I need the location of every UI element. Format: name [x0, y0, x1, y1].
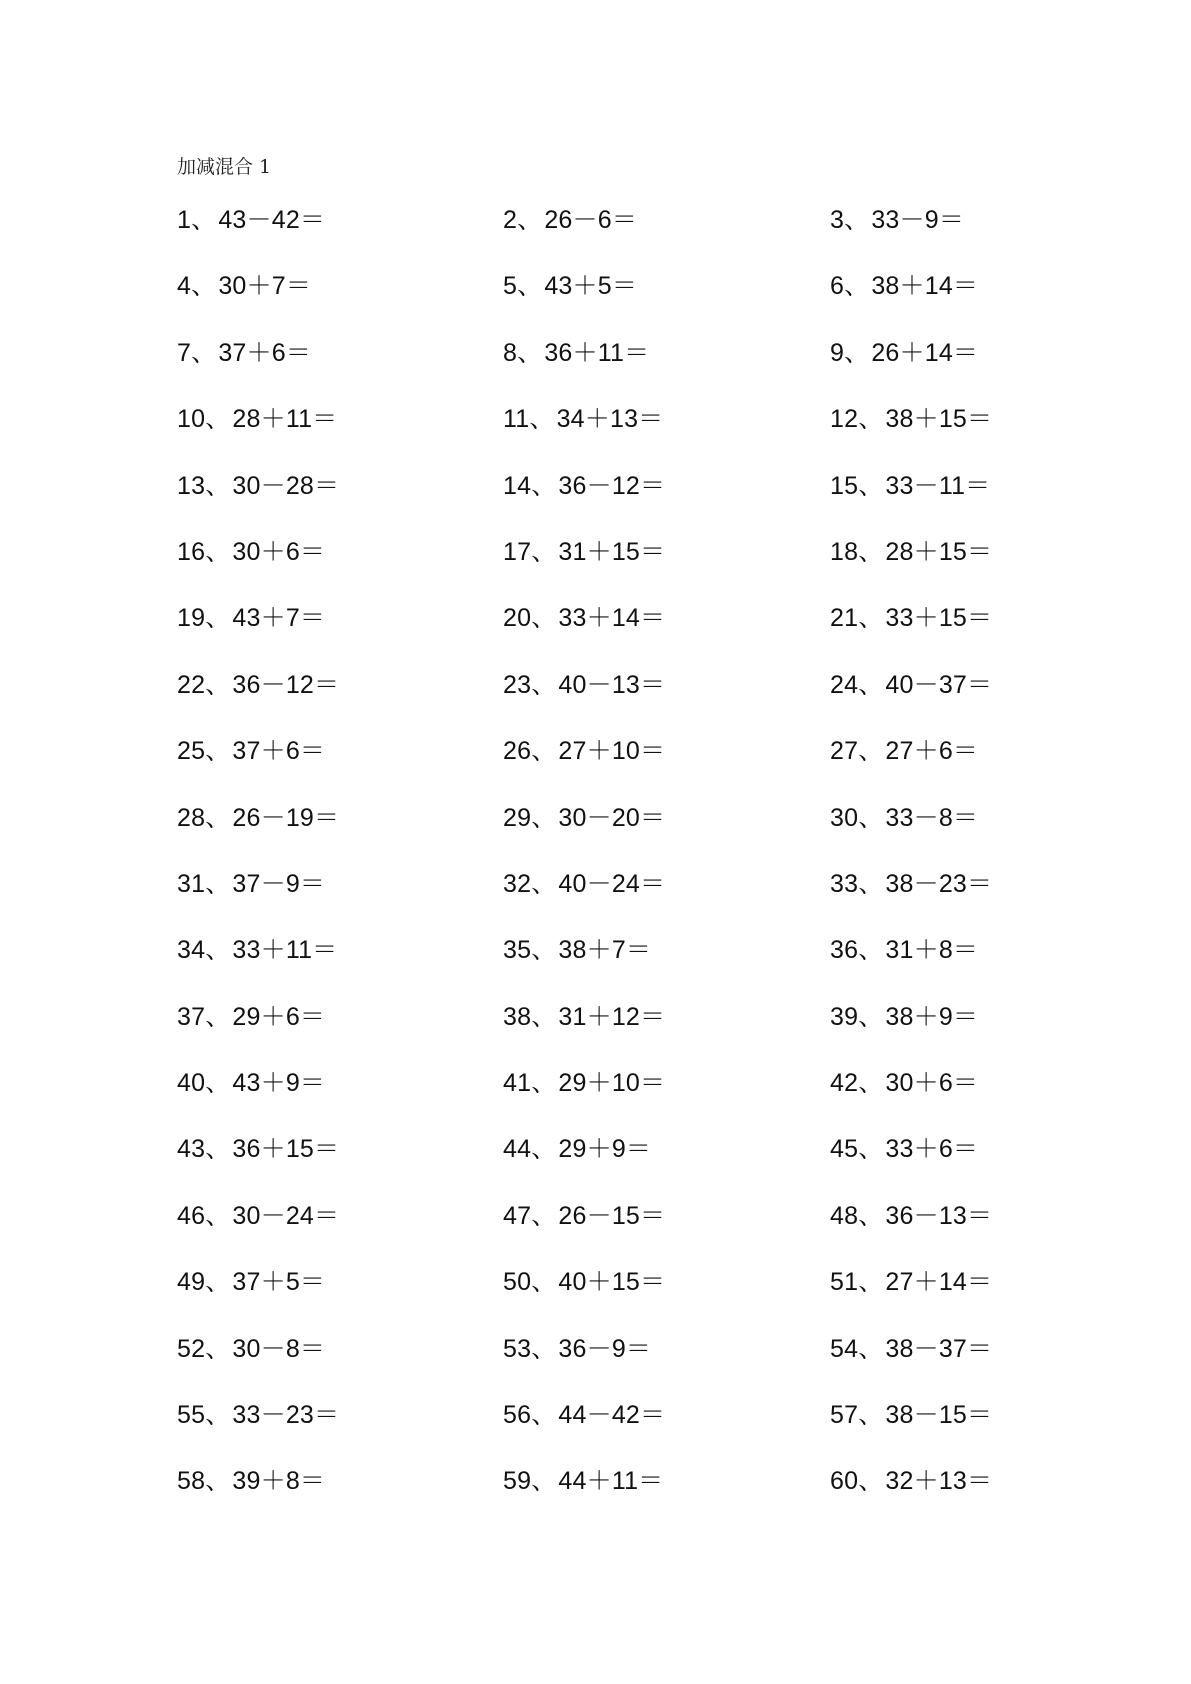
problem-separator: 、	[191, 206, 217, 234]
math-problem-5	[503, 270, 830, 336]
problem-expression: 37－9＝	[232, 869, 326, 898]
problem-separator: 、	[531, 936, 557, 965]
problem-separator: 、	[858, 1268, 884, 1297]
math-problem-25	[177, 735, 503, 801]
problem-expression: 29＋10＝	[558, 1069, 666, 1098]
problem-expression: 26＋14＝	[871, 338, 979, 367]
math-problem-36	[830, 934, 1156, 1000]
math-problem-7	[177, 337, 503, 403]
problem-separator: 、	[531, 1002, 557, 1031]
problem-number: 46	[177, 1201, 206, 1230]
problem-grid	[177, 204, 1177, 1532]
problem-expression: 33＋6＝	[885, 1135, 979, 1164]
problem-expression: 37＋5＝	[232, 1268, 326, 1297]
problem-separator: 、	[858, 405, 884, 434]
problem-number: 44	[503, 1135, 532, 1164]
math-problem-1	[177, 204, 503, 270]
problem-number: 51	[830, 1268, 859, 1297]
problem-separator: 、	[858, 1401, 884, 1430]
problem-separator: 、	[858, 1135, 884, 1164]
problem-number: 33	[830, 869, 859, 898]
problem-expression: 36－13＝	[885, 1201, 993, 1230]
problem-number: 52	[177, 1334, 206, 1363]
math-problem-10	[177, 403, 503, 469]
problem-number: 11	[503, 405, 530, 434]
problem-separator: 、	[531, 1201, 557, 1230]
problem-expression: 30＋7＝	[218, 272, 312, 301]
worksheet-title: 加减混合 1	[177, 156, 272, 178]
math-problem-57	[830, 1399, 1156, 1465]
problem-separator: 、	[531, 1467, 557, 1496]
math-problem-46	[177, 1200, 503, 1266]
math-problem-6	[830, 270, 1156, 336]
problem-number: 5	[503, 272, 518, 301]
problem-expression: 27＋14＝	[885, 1268, 993, 1297]
problem-separator: 、	[844, 272, 870, 301]
problem-separator: 、	[517, 272, 543, 301]
math-problem-30	[830, 802, 1156, 868]
math-problem-34	[177, 934, 503, 1000]
problem-number: 23	[503, 670, 532, 699]
problem-number: 38	[503, 1002, 532, 1031]
problem-separator: 、	[844, 338, 870, 367]
problem-expression: 30＋6＝	[232, 537, 326, 566]
problem-expression: 33－11＝	[885, 471, 991, 500]
problem-number: 60	[830, 1467, 859, 1496]
math-problem-27	[830, 735, 1156, 801]
problem-expression: 38－37＝	[885, 1334, 993, 1363]
problem-number: 32	[503, 869, 532, 898]
problem-expression: 44－42＝	[558, 1401, 666, 1430]
problem-number: 21	[830, 604, 859, 633]
problem-number: 22	[177, 670, 206, 699]
problem-separator: 、	[531, 604, 557, 633]
problem-separator: 、	[205, 1334, 231, 1363]
problem-number: 28	[177, 803, 206, 832]
problem-number: 57	[830, 1401, 859, 1430]
math-problem-44	[503, 1133, 830, 1199]
math-problem-43	[177, 1133, 503, 1199]
problem-separator: 、	[531, 1401, 557, 1430]
problem-number: 54	[830, 1334, 859, 1363]
problem-separator: 、	[205, 936, 231, 965]
problem-separator: 、	[531, 737, 557, 766]
problem-expression: 27＋6＝	[885, 737, 979, 766]
problem-expression: 30－8＝	[232, 1334, 326, 1363]
math-problem-33	[830, 868, 1156, 934]
problem-number: 41	[503, 1069, 532, 1098]
problem-expression: 38＋14＝	[871, 272, 979, 301]
problem-expression: 40－13＝	[558, 670, 666, 699]
problem-number: 59	[503, 1467, 532, 1496]
problem-expression: 32＋13＝	[885, 1467, 993, 1496]
problem-number: 31	[177, 869, 206, 898]
problem-number: 42	[830, 1069, 859, 1098]
problem-expression: 26－6＝	[544, 206, 638, 234]
math-problem-20	[503, 602, 830, 668]
problem-number: 29	[503, 803, 532, 832]
problem-number: 7	[177, 338, 192, 367]
problem-number: 43	[177, 1135, 206, 1164]
problem-number: 35	[503, 936, 532, 965]
math-problem-24	[830, 669, 1156, 735]
problem-number: 18	[830, 537, 859, 566]
math-problem-51	[830, 1266, 1156, 1332]
problem-separator: 、	[858, 737, 884, 766]
problem-separator: 、	[517, 206, 543, 234]
problem-number: 50	[503, 1268, 532, 1297]
problem-expression: 33－9＝	[871, 206, 965, 234]
problem-number: 26	[503, 737, 532, 766]
problem-separator: 、	[205, 604, 231, 633]
math-problem-50	[503, 1266, 830, 1332]
problem-expression: 37＋6＝	[218, 338, 312, 367]
math-problem-19	[177, 602, 503, 668]
problem-separator: 、	[205, 1002, 231, 1031]
math-problem-49	[177, 1266, 503, 1332]
problem-number: 12	[830, 405, 859, 434]
math-problem-47	[503, 1200, 830, 1266]
problem-expression: 43－42＝	[218, 206, 326, 234]
problem-number: 19	[177, 604, 206, 633]
problem-expression: 40－37＝	[885, 670, 993, 699]
problem-expression: 36＋11＝	[544, 338, 650, 367]
problem-separator: 、	[531, 869, 557, 898]
problem-expression: 40－24＝	[558, 869, 666, 898]
math-problem-32	[503, 868, 830, 934]
problem-separator: 、	[531, 803, 557, 832]
problem-separator: 、	[205, 803, 231, 832]
problem-number: 39	[830, 1002, 859, 1031]
problem-expression: 37＋6＝	[232, 737, 326, 766]
problem-separator: 、	[858, 537, 884, 566]
problem-number: 36	[830, 936, 859, 965]
problem-separator: 、	[531, 670, 557, 699]
problem-expression: 33－23＝	[232, 1401, 340, 1430]
problem-number: 45	[830, 1135, 859, 1164]
math-problem-12	[830, 403, 1156, 469]
problem-expression: 39＋8＝	[232, 1467, 326, 1496]
math-problem-18	[830, 536, 1156, 602]
problem-expression: 33＋14＝	[558, 604, 666, 633]
problem-expression: 38－23＝	[885, 869, 993, 898]
math-problem-38	[503, 1001, 830, 1067]
problem-expression: 30－20＝	[558, 803, 666, 832]
math-problem-39	[830, 1001, 1156, 1067]
math-problem-11	[503, 403, 830, 469]
problem-number: 15	[830, 471, 859, 500]
problem-expression: 43＋7＝	[232, 604, 326, 633]
problem-separator: 、	[858, 471, 884, 500]
problem-expression: 36－9＝	[558, 1334, 652, 1363]
problem-number: 48	[830, 1201, 859, 1230]
problem-separator: 、	[858, 869, 884, 898]
problem-separator: 、	[531, 1268, 557, 1297]
math-problem-55	[177, 1399, 503, 1465]
problem-number: 17	[503, 537, 532, 566]
problem-number: 16	[177, 537, 206, 566]
problem-separator: 、	[205, 1069, 231, 1098]
problem-separator: 、	[531, 471, 557, 500]
math-problem-45	[830, 1133, 1156, 1199]
math-problem-37	[177, 1001, 503, 1067]
problem-number: 40	[177, 1069, 206, 1098]
problem-separator: 、	[858, 1201, 884, 1230]
problem-separator: 、	[517, 338, 543, 367]
problem-separator: 、	[205, 1467, 231, 1496]
problem-number: 1	[177, 206, 192, 234]
math-problem-21	[830, 602, 1156, 668]
problem-number: 2	[503, 206, 518, 234]
problem-expression: 30－24＝	[232, 1201, 340, 1230]
problem-expression: 33＋11＝	[232, 936, 338, 965]
problem-number: 10	[177, 405, 206, 434]
problem-separator: 、	[205, 405, 231, 434]
problem-expression: 33＋15＝	[885, 604, 993, 633]
math-problem-26	[503, 735, 830, 801]
math-problem-56	[503, 1399, 830, 1465]
problem-number: 34	[177, 936, 206, 965]
math-problem-13	[177, 470, 503, 536]
problem-number: 55	[177, 1401, 206, 1430]
problem-number: 37	[177, 1002, 206, 1031]
problem-expression: 43＋9＝	[232, 1069, 326, 1098]
problem-number: 6	[830, 272, 845, 301]
problem-expression: 31＋15＝	[558, 537, 666, 566]
problem-separator: 、	[205, 537, 231, 566]
problem-separator: 、	[531, 1334, 557, 1363]
math-problem-48	[830, 1200, 1156, 1266]
problem-separator: 、	[858, 670, 884, 699]
problem-separator: 、	[858, 1467, 884, 1496]
problem-separator: 、	[531, 1135, 557, 1164]
problem-number: 56	[503, 1401, 532, 1430]
problem-separator: 、	[858, 1334, 884, 1363]
problem-expression: 38＋9＝	[885, 1002, 979, 1031]
math-problem-52	[177, 1333, 503, 1399]
math-problem-8	[503, 337, 830, 403]
problem-expression: 29＋9＝	[558, 1135, 652, 1164]
problem-expression: 26－15＝	[558, 1201, 666, 1230]
math-problem-9	[830, 337, 1156, 403]
math-problem-28	[177, 802, 503, 868]
math-problem-3	[830, 204, 1156, 270]
problem-separator: 、	[205, 1135, 231, 1164]
math-problem-60	[830, 1465, 1156, 1531]
problem-number: 14	[503, 471, 532, 500]
problem-number: 30	[830, 803, 859, 832]
problem-number: 27	[830, 737, 859, 766]
problem-separator: 、	[205, 1201, 231, 1230]
problem-expression: 27＋10＝	[558, 737, 666, 766]
problem-separator: 、	[858, 1069, 884, 1098]
problem-expression: 44＋11＝	[558, 1467, 664, 1496]
problem-separator: 、	[191, 338, 217, 367]
problem-number: 47	[503, 1201, 532, 1230]
math-problem-41	[503, 1067, 830, 1133]
problem-number: 9	[830, 338, 845, 367]
problem-separator: 、	[858, 803, 884, 832]
problem-number: 53	[503, 1334, 532, 1363]
problem-separator: 、	[205, 869, 231, 898]
math-problem-22	[177, 669, 503, 735]
problem-expression: 31＋8＝	[885, 936, 979, 965]
math-problem-58	[177, 1465, 503, 1531]
problem-number: 3	[830, 206, 845, 234]
problem-expression: 30－28＝	[232, 471, 340, 500]
problem-separator: 、	[205, 1401, 231, 1430]
problem-separator: 、	[205, 1268, 231, 1297]
problem-number: 13	[177, 471, 206, 500]
problem-expression: 28＋11＝	[232, 405, 338, 434]
problem-expression: 36＋15＝	[232, 1135, 340, 1164]
math-problem-31	[177, 868, 503, 934]
problem-expression: 38＋15＝	[885, 405, 993, 434]
problem-separator: 、	[205, 670, 231, 699]
problem-expression: 38－15＝	[885, 1401, 993, 1430]
problem-expression: 36－12＝	[232, 670, 340, 699]
math-problem-59	[503, 1465, 830, 1531]
problem-expression: 40＋15＝	[558, 1268, 666, 1297]
problem-separator: 、	[858, 936, 884, 965]
problem-separator: 、	[858, 1002, 884, 1031]
problem-expression: 30＋6＝	[885, 1069, 979, 1098]
problem-separator: 、	[205, 471, 231, 500]
math-problem-53	[503, 1333, 830, 1399]
problem-separator: 、	[529, 405, 555, 434]
problem-number: 25	[177, 737, 206, 766]
problem-separator: 、	[191, 272, 217, 301]
problem-separator: 、	[844, 206, 870, 234]
problem-expression: 29＋6＝	[232, 1002, 326, 1031]
problem-number: 24	[830, 670, 859, 699]
problem-number: 8	[503, 338, 518, 367]
problem-separator: 、	[205, 737, 231, 766]
problem-expression: 36－12＝	[558, 471, 666, 500]
math-problem-16	[177, 536, 503, 602]
math-problem-17	[503, 536, 830, 602]
problem-separator: 、	[858, 604, 884, 633]
problem-number: 20	[503, 604, 532, 633]
math-problem-29	[503, 802, 830, 868]
problem-expression: 28＋15＝	[885, 537, 993, 566]
problem-expression: 33－8＝	[885, 803, 979, 832]
problem-separator: 、	[531, 1069, 557, 1098]
math-problem-23	[503, 669, 830, 735]
math-problem-4	[177, 270, 503, 336]
problem-expression: 31＋12＝	[558, 1002, 666, 1031]
problem-number: 4	[177, 272, 192, 301]
math-problem-2	[503, 204, 830, 270]
math-problem-14	[503, 470, 830, 536]
math-problem-15	[830, 470, 1156, 536]
math-problem-35	[503, 934, 830, 1000]
problem-expression: 26－19＝	[232, 803, 340, 832]
math-problem-54	[830, 1333, 1156, 1399]
math-problem-42	[830, 1067, 1156, 1133]
problem-separator: 、	[531, 537, 557, 566]
problem-expression: 34＋13＝	[556, 405, 664, 434]
problem-number: 49	[177, 1268, 206, 1297]
problem-number: 58	[177, 1467, 206, 1496]
math-problem-40	[177, 1067, 503, 1133]
problem-expression: 43＋5＝	[544, 272, 638, 301]
problem-expression: 38＋7＝	[558, 936, 652, 965]
